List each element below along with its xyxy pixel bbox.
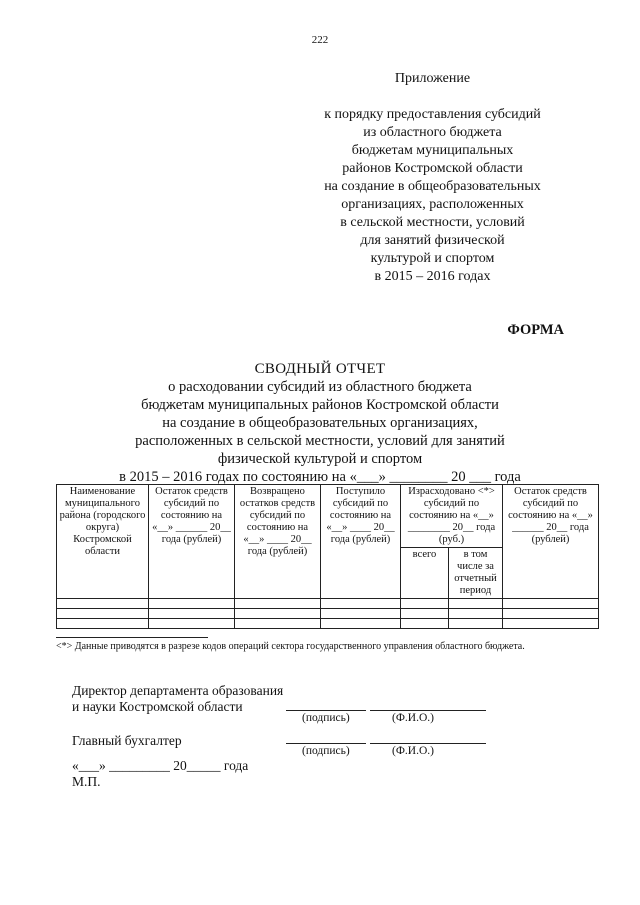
accountant-signature-caption: (подпись)	[302, 745, 350, 757]
table-cell	[503, 619, 599, 629]
table-cell	[449, 599, 503, 609]
table-header-row	[57, 485, 599, 548]
header-cell: Возвращено остатков средств субсидий по состоянию на «__» ____ 20__ года (рублей)	[235, 485, 321, 599]
table-cell	[449, 619, 503, 629]
table-cell	[449, 609, 503, 619]
report-subtitle-line: расположенных в сельской местности, условий для занятий	[135, 433, 505, 449]
table-cell	[321, 609, 401, 619]
date-line: «___» _________ 20_____ года	[72, 758, 249, 773]
table-cell	[321, 619, 401, 629]
report-subtitle-line: о расходовании субсидий из областного бюджета	[168, 379, 472, 395]
table-cell	[149, 619, 235, 629]
form-label: ФОРМА	[507, 322, 564, 338]
director-name-caption: (Ф.И.О.)	[392, 712, 434, 724]
appendix-line: из областного бюджета	[363, 125, 502, 140]
accountant-signature-line	[286, 743, 366, 744]
director-title-line: Директор департамента образования	[72, 683, 284, 698]
report-subtitle-line: физической культурой и спортом	[217, 451, 423, 467]
table-cell	[235, 619, 321, 629]
appendix-line: для занятий физической	[360, 233, 505, 248]
table-cell	[57, 619, 149, 629]
table-cell	[235, 599, 321, 609]
header-cell: Остаток средств субсидий по состоянию на «__» ______ 20__ года (рублей)	[149, 485, 235, 599]
table-row	[57, 599, 599, 609]
appendix-line: организациях, расположенных	[341, 197, 524, 212]
report-subtitle-line: бюджетам муниципальных районов Костромской области	[141, 397, 499, 413]
table-cell	[401, 609, 449, 619]
table-cell	[503, 609, 599, 619]
accountant-name-caption: (Ф.И.О.)	[392, 745, 434, 757]
header-cell: всего	[401, 548, 449, 599]
report-subtitle-line: на создание в общеобразовательных организациях,	[162, 415, 478, 431]
appendix-line: культурой и спортом	[370, 251, 495, 266]
table-cell	[235, 609, 321, 619]
footnote: <*> Данные приводятся в разрезе кодов операций сектора государственного управления областного бюджета.	[56, 641, 525, 652]
table-cell	[401, 619, 449, 629]
header-cell: в том числе за отчетный период	[449, 548, 503, 599]
accountant-title: Главный бухгалтер	[72, 733, 182, 748]
director-name-line	[370, 710, 486, 711]
header-cell: Поступило субсидий по состоянию на «__» ____ 20__ года (рублей)	[321, 485, 401, 599]
report-subtitle-line: в 2015 – 2016 годах по состоянию на «___» ________ 20 ___ года	[119, 469, 521, 485]
table-cell	[503, 599, 599, 609]
report-title-block	[60, 360, 580, 486]
appendix-line: к порядку предоставления субсидий	[324, 107, 541, 122]
report-title: СВОДНЫЙ ОТЧЕТ	[254, 361, 386, 377]
table-cell	[149, 609, 235, 619]
page-number: 222	[311, 34, 329, 46]
director-title	[72, 683, 283, 715]
director-signature-line	[286, 710, 366, 711]
header-cell: Наименование муниципального района (городского округа) Костромской области	[57, 485, 149, 599]
accountant-name-line	[370, 743, 486, 744]
table-cell	[57, 599, 149, 609]
appendix-heading: Приложение	[394, 71, 471, 86]
table-cell	[57, 609, 149, 619]
table-row	[57, 609, 599, 619]
table-row	[57, 619, 599, 629]
header-cell: Остаток средств субсидий по состоянию на «__» ______ 20__ года (рублей)	[503, 485, 599, 599]
stamp-place: М.П.	[72, 774, 101, 789]
footnote-divider	[56, 637, 208, 638]
director-signature-caption: (подпись)	[302, 712, 350, 724]
director-title-line: и науки Костромской области	[72, 699, 243, 714]
appendix-line: районов Костромской области	[342, 161, 523, 176]
appendix-line: на создание в общеобразовательных	[324, 179, 541, 194]
appendix-block	[300, 70, 565, 286]
table-cell	[401, 599, 449, 609]
appendix-line: в сельской местности, условий	[340, 215, 525, 230]
table-cell	[321, 599, 401, 609]
appendix-line: в 2015 – 2016 годах	[374, 269, 491, 284]
table-cell	[149, 599, 235, 609]
header-cell: Израсходовано <*> субсидий по состоянию на «__» ________ 20__ года (руб.)	[401, 485, 503, 548]
report-table	[56, 484, 599, 629]
appendix-line: бюджетам муниципальных	[351, 143, 514, 158]
